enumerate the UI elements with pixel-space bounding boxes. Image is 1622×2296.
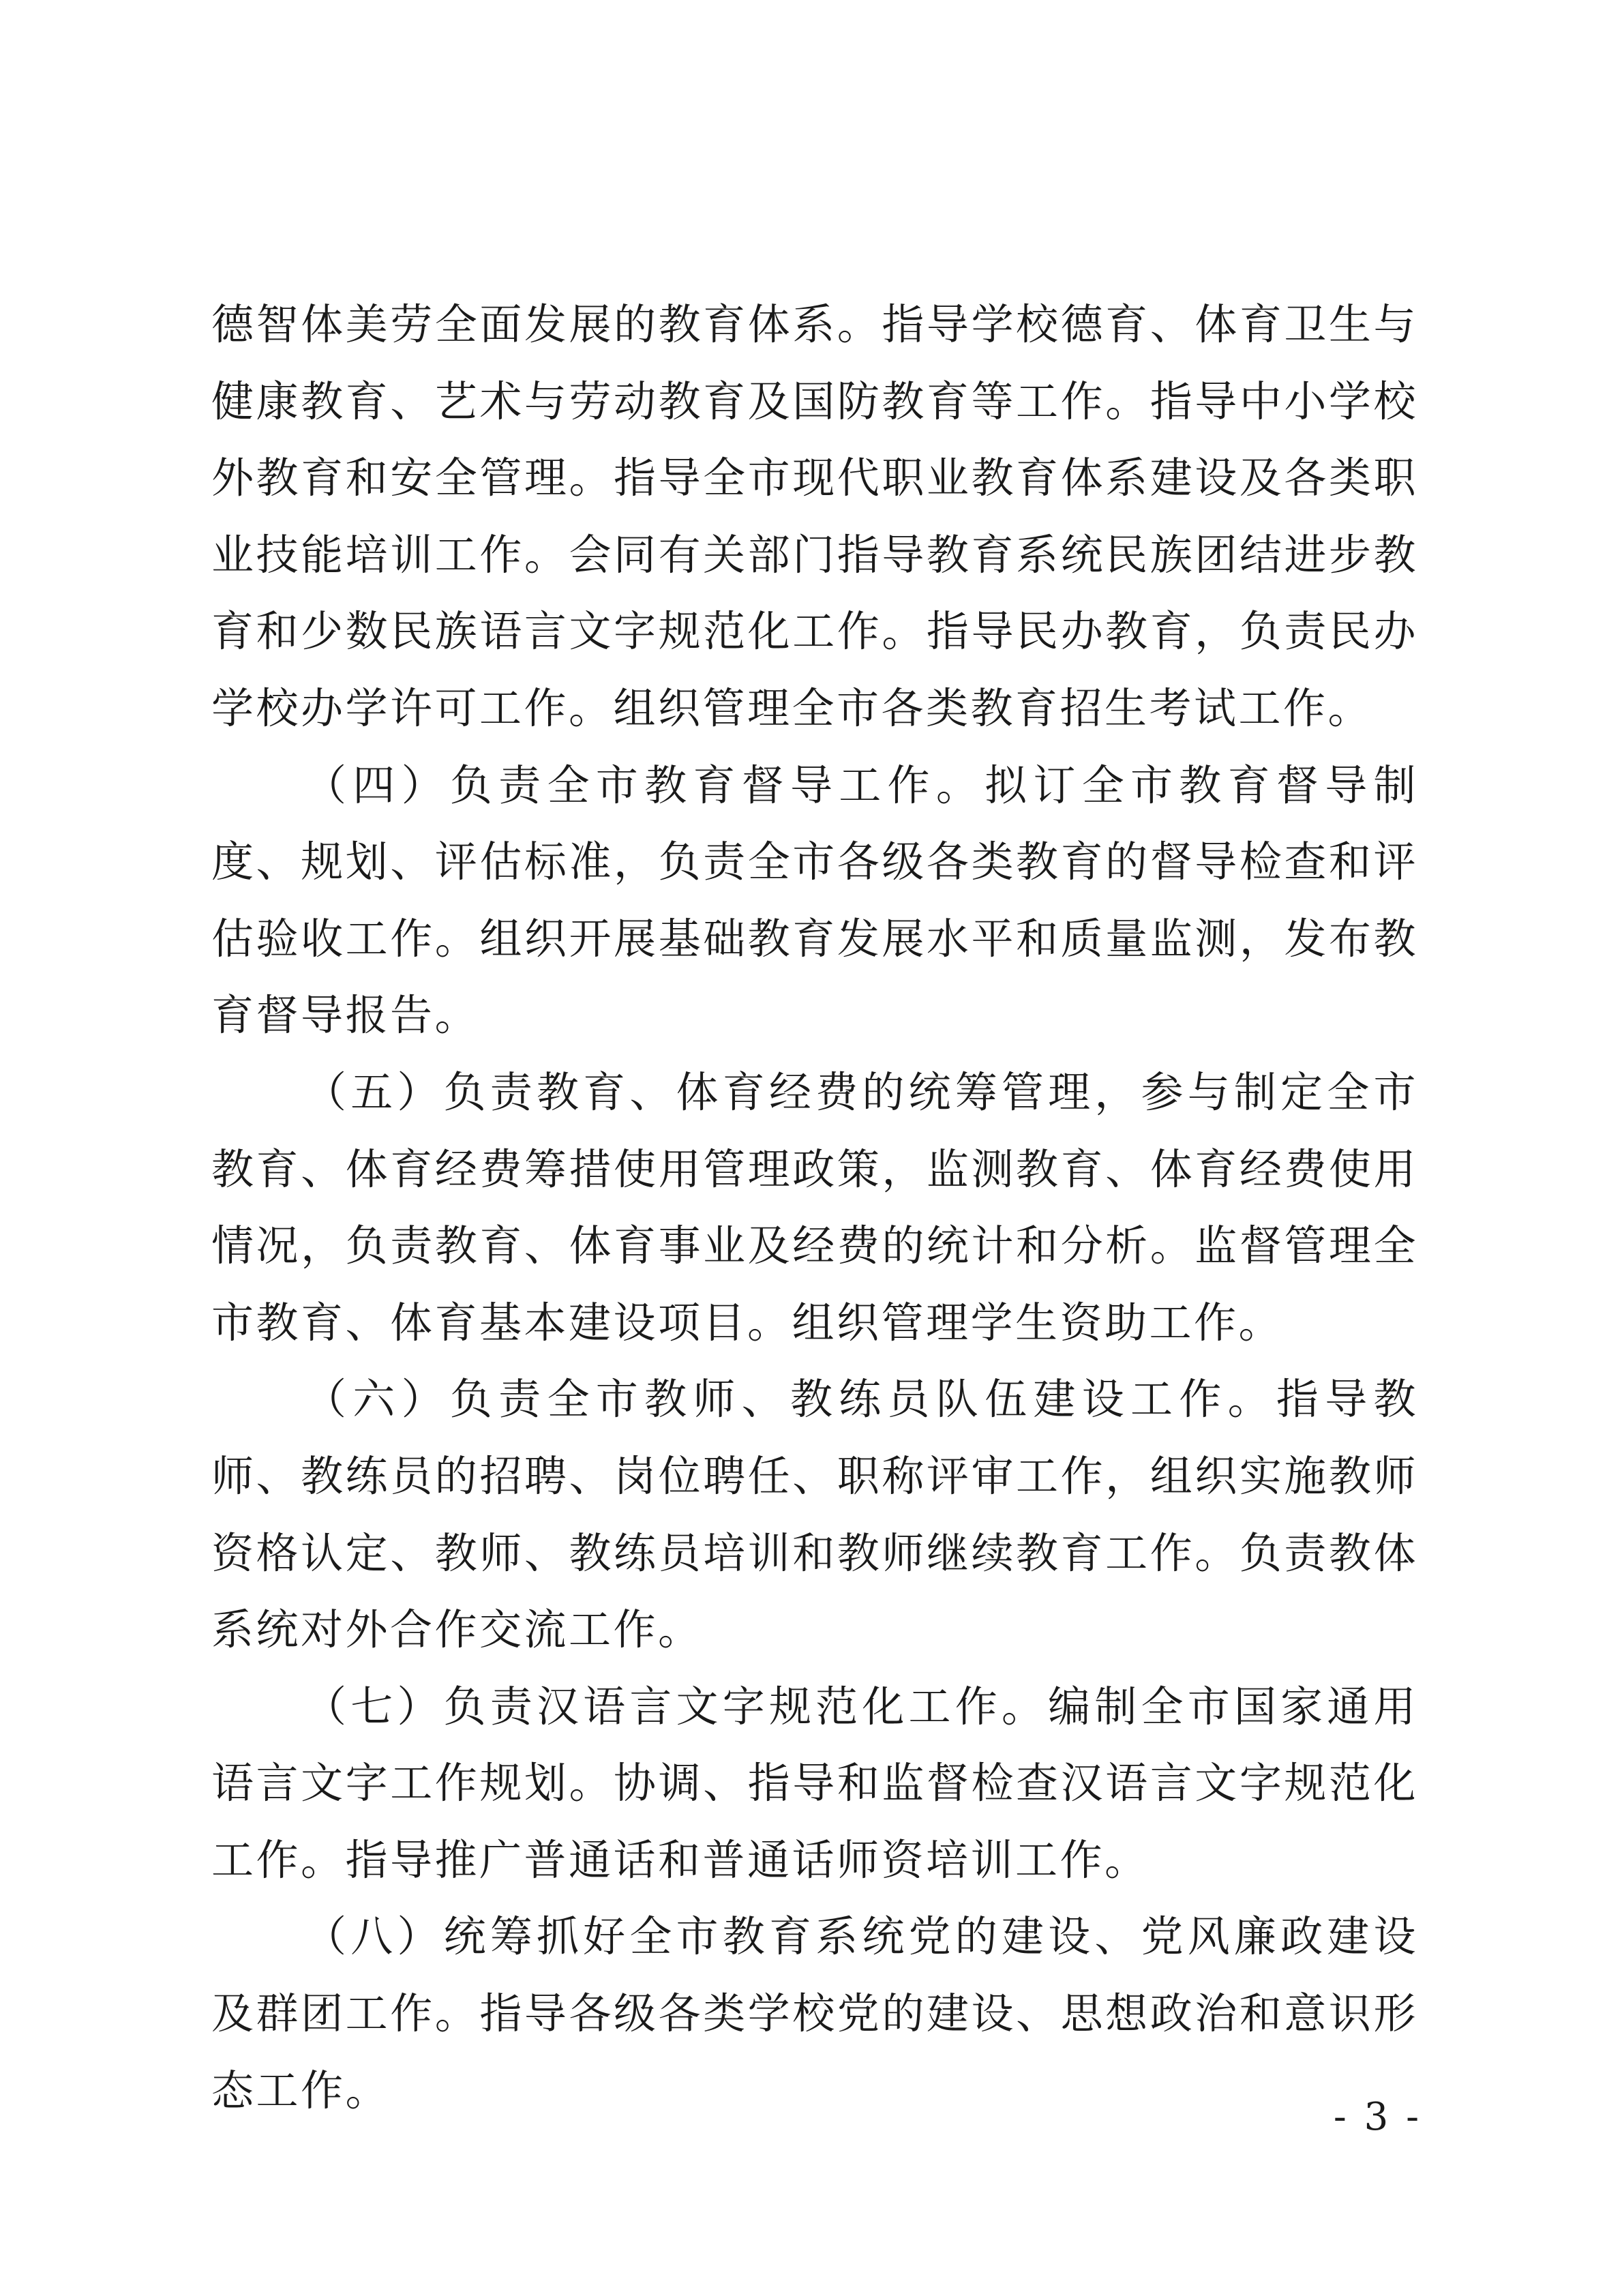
document-body <box>211 286 1418 2129</box>
paragraph-item-8: （八）统筹抓好全市教育系统党的建设、党风廉政建设及群团工作。指导各级各类学校党的建设、思想政治和意识形态工作。 <box>211 1911 1418 2115</box>
paragraph-item-5: （五）负责教育、体育经费的统筹管理，参与制定全市教育、体育经费筹措使用管理政策，监测教育、体育经费使用情况，负责教育、体育事业及经费的统计和分析。监督管理全市教育、体育基本建设项目。组织管理学生资助工作。 <box>211 1067 1418 1347</box>
paragraph-item-6: （六）负责全市教师、教练员队伍建设工作。指导教师、教练员的招聘、岗位聘任、职称评审工作，组织实施教师资格认定、教师、教练员培训和教师继续教育工作。负责教体系统对外合作交流工作。 <box>211 1374 1418 1655</box>
paragraph-item-4: （四）负责全市教育督导工作。拟订全市教育督导制度、规划、评估标准，负责全市各级各类教育的督导检查和评估验收工作。组织开展基础教育发展水平和质量监测，发布教育督导报告。 <box>211 760 1418 1041</box>
paragraph-continuation: 德智体美劳全面发展的教育体系。指导学校德育、体育卫生与健康教育、艺术与劳动教育及国防教育等工作。指导中小学校外教育和安全管理。指导全市现代职业教育体系建设及各类职业技能培训工作。会同有关部门指导教育系统民族团结进步教育和少数民族语言文字规范化工作。指导民办教育，负责民办学校办学许可工作。组织管理全市各类教育招生考试工作。 <box>211 299 1418 733</box>
page-number: - 3 - <box>1333 2095 1422 2139</box>
paragraph-item-7: （七）负责汉语言文字规范化工作。编制全市国家通用语言文字工作规划。协调、指导和监督检查汉语言文字规范化工作。指导推广普通话和普通话师资培训工作。 <box>211 1681 1418 1885</box>
